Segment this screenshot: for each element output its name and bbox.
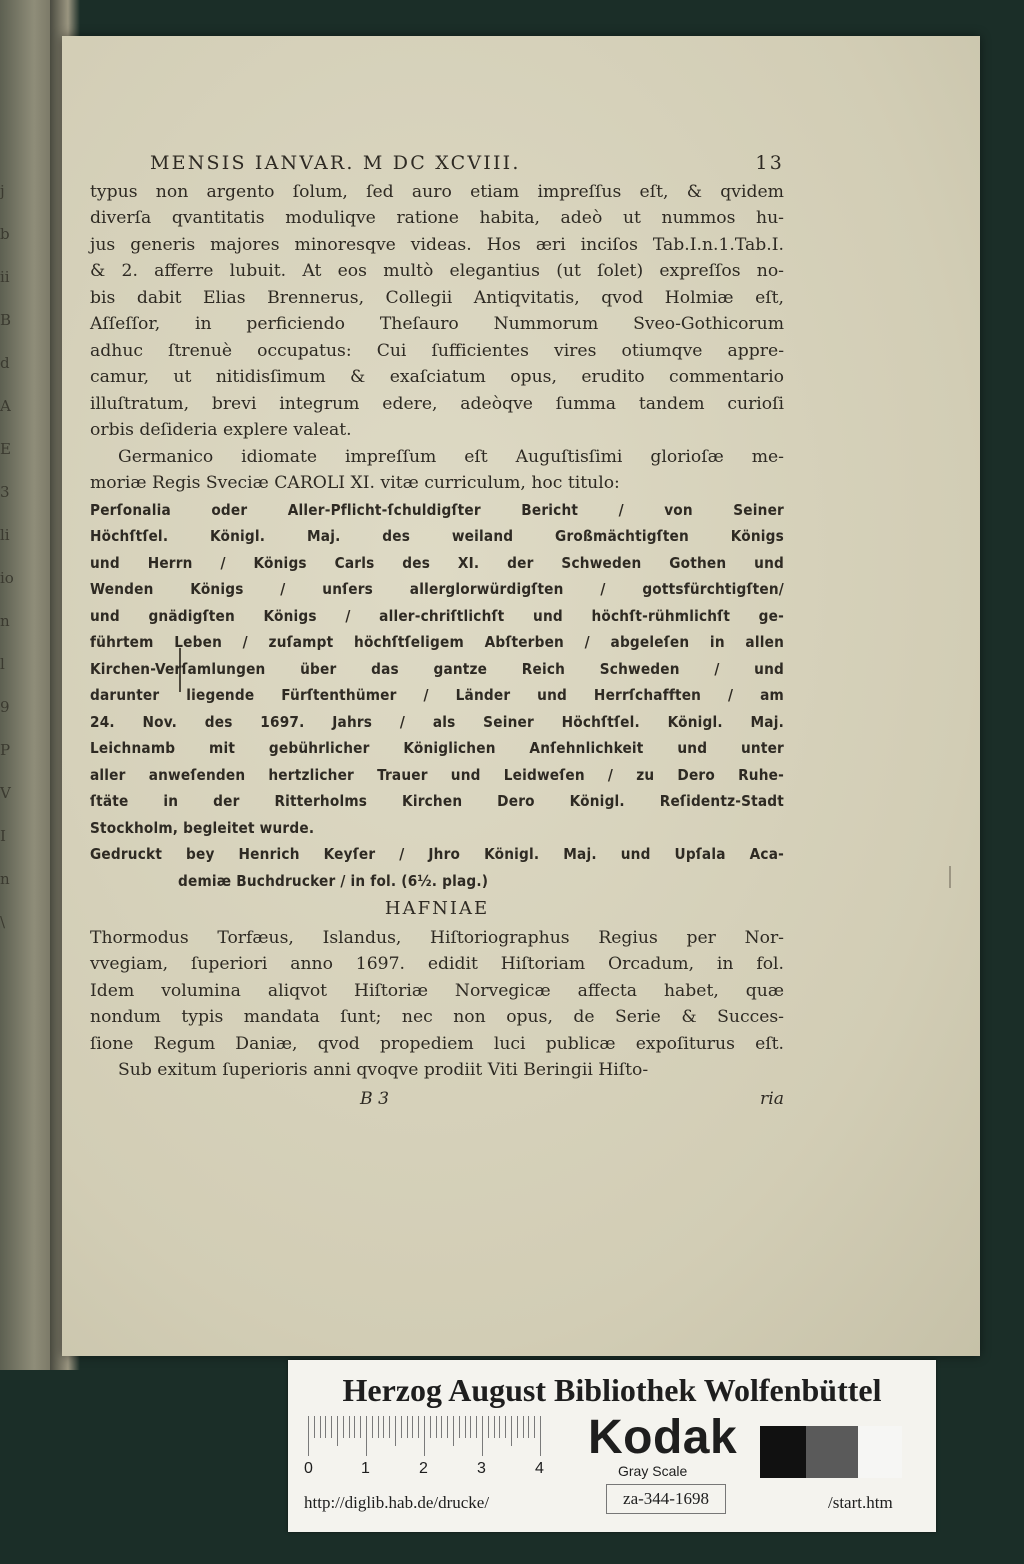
text-line: bis dabit Elias Brennerus, Collegii Antiqvitatis, qvod Holmiæ eſt, <box>90 287 784 308</box>
facing-page-letter: n <box>0 870 10 888</box>
ruler-tick <box>418 1416 419 1438</box>
ruler-tick <box>407 1416 408 1438</box>
scale-number: 0 <box>304 1460 313 1477</box>
ruler-tick <box>349 1416 350 1438</box>
facing-page-letter: b <box>0 225 10 243</box>
ruler-tick <box>337 1416 338 1446</box>
ruler-tick <box>482 1416 483 1456</box>
facing-page-letter: V <box>0 784 11 802</box>
text-line: nondum typis mandata ſunt; nec non opus, de Serie & Succes- <box>90 1007 784 1027</box>
fraktur-line: 24. Nov. des 1697. Jahrs / als Seiner Höchſtſel. Königl. Maj. <box>90 712 784 731</box>
facing-page-letter: l <box>0 655 5 673</box>
ruler-tick <box>395 1416 396 1446</box>
gray-patch-mid <box>806 1426 858 1478</box>
scale-number: 2 <box>419 1460 428 1477</box>
ruler-tick <box>314 1416 315 1438</box>
ruler-tick <box>453 1416 454 1446</box>
text-line: & 2. afferre lubuit. At eos multò elegantius (ut ſolet) expreſſos no- <box>90 261 784 281</box>
ruler-tick <box>372 1416 373 1438</box>
facing-page-letter: j <box>0 182 5 200</box>
fraktur-line: Wenden Königs / unſers allerglorwürdigſten / gottsfürchtigſten/ <box>90 580 784 598</box>
ruler-tick <box>378 1416 379 1438</box>
catchword: ria <box>760 1088 784 1109</box>
running-header <box>150 150 784 177</box>
ruler-tick <box>441 1416 442 1438</box>
running-header-title: MENSIS IANVAR. M DC XCVIII. <box>150 152 521 174</box>
text-line: illuſtratum, brevi integrum edere, adeòqve ſumma tandem curioſi <box>90 393 784 414</box>
gray-patch-black <box>760 1426 806 1478</box>
paragraph-nummi <box>90 179 784 444</box>
gray-patch-white <box>858 1426 902 1478</box>
fraktur-line: Leichnamb mit gebührlicher Königlichen Anſehnlichkeit und unter <box>90 739 784 757</box>
text-line: moriæ Regis Sveciæ CAROLI XI. vitæ curriculum, hoc titulo: <box>90 473 620 493</box>
facing-page-letter: 3 <box>0 483 10 501</box>
ruler-tick <box>412 1416 413 1438</box>
ruler-tick <box>476 1416 477 1438</box>
paragraph-germanico <box>90 444 784 497</box>
text-line: Germanico idiomate impreſſum eſt Auguſtisſimi glorioſæ me- <box>118 446 784 467</box>
text-line: adhuc ſtrenuè occupatus: Cui ſufficientes vires otiumqve appre- <box>90 340 784 361</box>
ruler-tick <box>430 1416 431 1438</box>
facing-page-letter: I <box>0 827 6 845</box>
scale-number: 1 <box>361 1460 370 1477</box>
scale-number: 3 <box>477 1460 486 1477</box>
ruler-tick <box>325 1416 326 1438</box>
fraktur-line: führtem Leben / zuſampt höchſtſeligem Abſterben / abgeleſen in allen <box>90 633 784 651</box>
ruler-tick <box>354 1416 355 1438</box>
ruler-tick <box>383 1416 384 1438</box>
ruler-tick <box>436 1416 437 1438</box>
text-line: Sub exitum ſuperioris anni qvoqve prodiit Viti Beringii Hiſto- <box>118 1060 649 1080</box>
ruler-tick <box>511 1416 512 1446</box>
signature-mark: B 3 <box>360 1088 390 1109</box>
ruler-tick <box>389 1416 390 1438</box>
ruler-tick <box>465 1416 466 1438</box>
imprint-line: demiæ Buchdrucker / in fol. (6½. plag.) <box>178 871 489 890</box>
ruler-tick <box>447 1416 448 1438</box>
facing-page-letter: 9 <box>0 698 10 716</box>
ruler-tick <box>401 1416 402 1438</box>
fraktur-line: und gnädigſten Königs / aller-chriſtlichſt und höchſt-rühmlichſt ge- <box>90 606 784 625</box>
text-line: Aſſeſſor, in perficiendo Theſauro Nummorum Sveo-Gothicorum <box>90 314 784 334</box>
imprint-line: Gedruckt bey Henrich Keyſer / Jhro Königl. Maj. und Upſala Aca- <box>90 845 784 863</box>
fraktur-line: darunter liegende Fürſtenthümer / Länder und Herrſchafften / am <box>90 686 784 704</box>
page-number: 13 <box>755 152 784 174</box>
facing-page-letter: io <box>0 569 14 587</box>
ruler-tick <box>494 1416 495 1438</box>
text-line: Idem volumina aliqvot Hiſtoriæ Norvegicæ affecta habet, quæ <box>90 980 784 1001</box>
margin-mark <box>949 866 951 888</box>
facing-page-letter: B <box>0 311 12 329</box>
ruler-tick <box>505 1416 506 1438</box>
ruler-tick <box>540 1416 541 1456</box>
facing-page-letter: \ <box>0 913 6 931</box>
fraktur-line: und Herrn / Königs Carls des XI. der Schweden Gothen und <box>90 553 784 572</box>
ruler-tick <box>366 1416 367 1456</box>
facing-page-letter: n <box>0 612 10 630</box>
fraktur-line: Stockholm, begleitet wurde. <box>90 818 315 837</box>
ruler-tick <box>331 1416 332 1438</box>
paragraph-hafniae <box>90 925 784 1084</box>
ruler-tick <box>470 1416 471 1438</box>
facing-page-letter: ii <box>0 268 10 286</box>
fraktur-line: Perſonalia oder Aller-Pflicht-ſchuldigſter Bericht / von Seiner <box>90 500 784 519</box>
ruler-tick <box>517 1416 518 1438</box>
ruler-tick <box>459 1416 460 1438</box>
url-right: /start.htm <box>828 1493 893 1512</box>
ruler-tick <box>528 1416 529 1438</box>
facing-page-letter: li <box>0 526 10 544</box>
url-left: http://diglib.hab.de/drucke/ <box>304 1493 490 1512</box>
ruler-tick <box>523 1416 524 1438</box>
facing-page-letter: P <box>0 741 11 759</box>
text-line: Thormodus Torfæus, Islandus, Hiſtoriographus Regius per Nor- <box>90 927 784 948</box>
facing-page-letter: A <box>0 397 11 415</box>
ruler-tick <box>308 1416 309 1456</box>
facing-page-letter: d <box>0 354 10 372</box>
ruler-tick <box>534 1416 535 1438</box>
ruler-tick <box>360 1416 361 1438</box>
text-line: jus generis majores minoresqve videas. Hos æri inciſos Tab.I.n.1.Tab.I. <box>90 234 784 255</box>
text-line: ſione Regum Daniæ, qvod propediem luci publicæ expoſiturus eſt. <box>90 1033 784 1054</box>
shelfmark: za-344-1698 <box>606 1484 726 1514</box>
facing-page-letters <box>0 170 16 944</box>
kodak-logo: Kodak <box>588 1411 738 1464</box>
fraktur-line: ſtäte in der Ritterholms Kirchen Dero Königl. Reſidentz-Stadt <box>90 792 784 810</box>
ruler-tick <box>499 1416 500 1438</box>
fraktur-line: Höchſtſel. Königl. Maj. des weiland Großmächtigſten Königs <box>90 527 784 545</box>
text-line: camur, ut nitidisſimum & exaſciatum opus, erudito commentario <box>90 367 784 387</box>
ruler-tick <box>320 1416 321 1438</box>
gray-scale-label: Gray Scale <box>618 1463 688 1479</box>
ruler-tick <box>343 1416 344 1438</box>
fraktur-line: aller anweſenden hertzlicher Trauer und Leidweſen / zu Dero Ruhe- <box>90 765 784 784</box>
facing-page-letter: E <box>0 440 11 458</box>
ruler-tick <box>424 1416 425 1456</box>
text-line: diverſa qvantitatis moduliqve ratione habita, adeò ut nummos hu- <box>90 208 784 228</box>
section-heading: HAFNIAE <box>384 898 490 919</box>
library-name: Herzog August Bibliothek Wolfenbüttel <box>342 1372 882 1408</box>
ruler-scale <box>308 1416 558 1460</box>
library-target-card <box>288 1360 936 1532</box>
fraktur-line: Kirchen-Verſamlungen über das gantze Reich Schweden / und <box>90 659 784 678</box>
ruler-tick <box>488 1416 489 1438</box>
page-text <box>90 150 784 1112</box>
text-line: orbis deſideria explere valeat. <box>90 420 352 440</box>
text-line: vvegiam, ſuperiori anno 1697. edidit Hiſtoriam Orcadum, in fol. <box>90 954 784 974</box>
text-line: typus non argento ſolum, ſed auro etiam impreſſus eſt, & qvidem <box>90 181 784 202</box>
imprint-block <box>90 841 784 894</box>
page-footer <box>90 1086 784 1113</box>
scale-number: 4 <box>535 1460 544 1477</box>
german-title-block <box>90 497 784 842</box>
